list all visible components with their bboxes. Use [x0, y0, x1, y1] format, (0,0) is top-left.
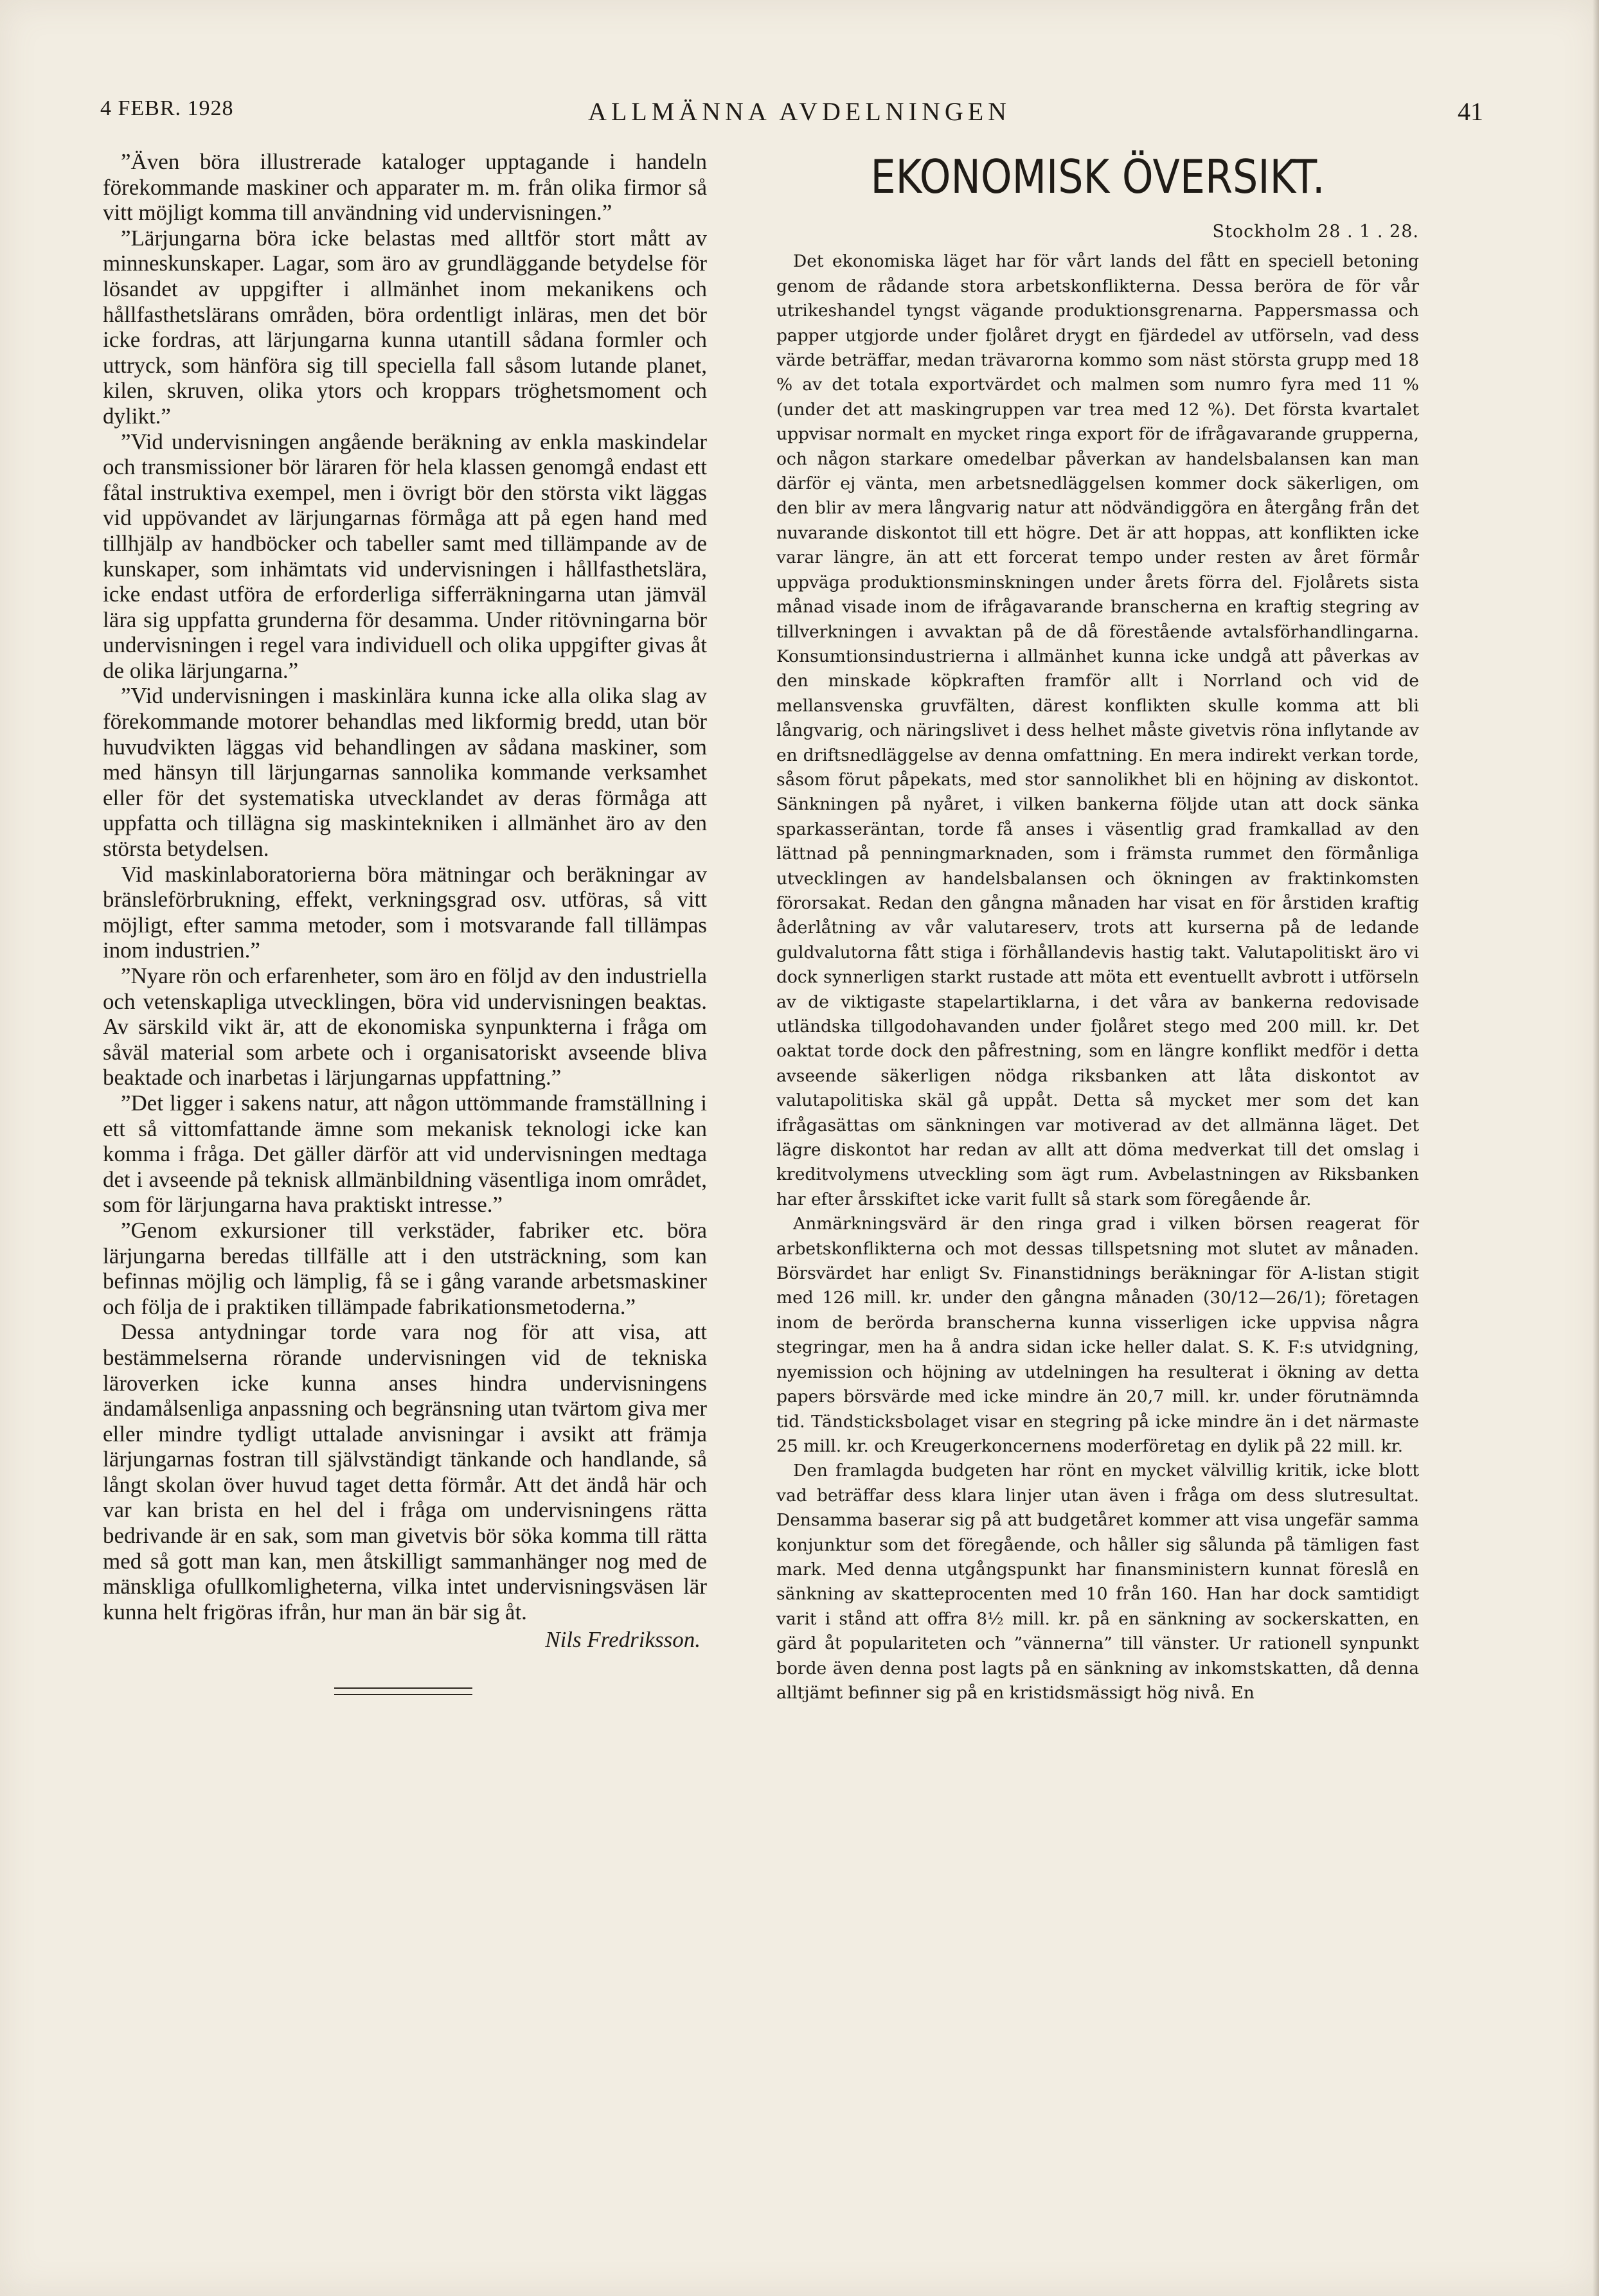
right-paragraph: Den framlagda budgeten har rönt en mycket välvillig kritik, icke blott vad beträffar dess klara linjer utan även i fråga om dess slutresultat. Densamma baserar sig på att budgetåret kommer att visa ungefär samma konjunktur som det föregående, och håller sig sålunda på tämligen fast mark. Med denna utgångspunkt har finansministern kunnat föreslå en sänkning av skatteprocenten med 10 från 160. Han har dock samtidigt varit i stånd att offra 8½ mill. kr. på en sänkning av sockerskatten, en gärd åt populariteten och ”vännerna” till vänster. Ur rationell synpunkt borde även denna post lagts på en sänkning av inkomstskatten, då denna alltjämt befinner sig på en kristidsmässigt hög nivå. En — [776, 1461, 1419, 1703]
left-column-article — [103, 149, 707, 1695]
right-paragraph: Det ekonomiska läget har för vårt lands del fått en speciell betoning genom de rådande stora arbetskonflikterna. Dessa beröra de för vår utrikeshandel tyngst vägande produktionsgrenarna. Pappersmassa och papper utgjorde under fjolåret drygt en fjärdedel av utförseln, vad dess värde beträffar, medan trävarorna kommo som näst största grupp med 18 % av det totala exportvärdet och malmen som numro fyra med 11 % (under det att maskingruppen var trea med 12 %). Det första kvartalet uppvisar normalt en mycket ringa export för de ifrågavarande grupperna, och någon starkare omedelbar påverkan av handelsbalansen kan man därför ej vänta, men arbetsnedläggelsen kommer dock säkerligen, om den blir av mera långvarig natur att nödvändiggöra en återgång från det nuvarande diskontot till ett högre. Det är att hoppas, att konflikten icke varar längre, än att ett forcerat tempo under resten av året förmår uppväga produktionsminskningen under årets förra del. Fjolårets sista månad visade inom de ifrågavarande branscherna en kraftig stegring av tillverkningen i avvaktan på de då förestående avtalsförhandlingarna. Konsumtionsindustrierna i allmänhet kunna icke undgå att påverkas av den minskade köpkraften framför allt i Norrland och vid de mellansvenska gruvfälten, därest konflikten skulle komma att bli långvarig, och näringslivet i dess helhet måste givetvis röna inflytande av en driftsnedläggelse av denna omfattning. En mera indirekt verkan torde, såsom förut påpekats, med stor sannolikhet bli en höjning av diskontot. Sänkningen på nyåret, i vilken bankerna följde utan att dock sänka sparkasseräntan, torde få anses i väsentlig grad framkallad av den lättnad på penningmarknaden, som i främsta rummet den förmånliga utvecklingen av handelsbalansen och ökningen av fraktinkomsten förorsakat. Redan den gångna månaden har visat en för årstiden kraftig åderlåtning av vår valutareserv, trots att kurserna på de ledande guldvalutorna fått stiga i förhållandevis hastig takt. Valutapolitiskt äro vi dock synnerligen starkt rustade att möta ett eventuellt avbrott i utförseln av de viktigaste stapelartiklarna, i det våra av bankerna redovisade utländska tillgodohavanden under fjolåret stego med 200 mill. kr. Det oaktat torde dock den påfrestning, som en längre konflikt medför i detta avseende säkerligen nödga riksbanken att låta diskontot av valutapolitiska skäl gå uppåt. Detta så mycket mer som det kan ifrågasättas om sänkningen var motiverad av det allmänna läget. Det lägre diskontot har redan av allt att döma medverkat till det omslag i kreditvolymens utveckling som ägt rum. Avbelastningen av Riksbanken har efter årsskiftet icke varit fullt så stark som föregående år. — [776, 251, 1419, 1209]
left-paragraph: ”Genom exkursioner till verkstäder, fabriker etc. böra lärjungarna beredas tillfälle att i den utsträckning, som kan befinnas möjlig och lämplig, få se i gång varande arbetsmaskiner och följa de i praktiken tillämpade fabrikationsmetoderna.” — [103, 1217, 707, 1319]
left-paragraph: ”Vid undervisningen i maskinlära kunna icke alla olika slag av förekommande motorer behandlas med likformig bredd, utan bör huvudvikten läggas vid behandlingen av sådana maskiner, som med hänsyn till lärjungarnas sannolika kommande verksamhet eller för det systematiska utvecklandet av deras förmåga att uppfatta och tillägna sig maskintekniken i allmänhet äro av den största betydelsen. — [103, 683, 707, 862]
left-paragraph: Vid maskinlaboratorierna böra mätningar och beräkningar av bränsleförbrukning, effekt, verkningsgrad osv. utföras, så vitt möjligt, efter samma metoder, som i motsvarande fall tillämpas inom industrien.” — [103, 861, 707, 963]
right-column-article — [776, 149, 1419, 1705]
header-date: 4 FEBR. 1928 — [100, 96, 234, 120]
left-paragraph: ”Även böra illustrerade kataloger upptagande i handeln förekommande maskiner och apparater m. m. från olika firmor så vitt möjligt komma till användning vid undervisningen.” — [103, 149, 707, 226]
author-signature: Nils Fredriksson. — [545, 1627, 701, 1653]
left-paragraph: ”Nyare rön och erfarenheter, som äro en följd av den industriella och vetenskapliga utvecklingen, böra vid undervisningen beaktas. Av särskild vikt är, att de ekonomiska synpunkterna i fråga om såväl material som arbete och i organisatoriskt avseende bliva beaktade och inarbetas i lärjungarnas uppfattning.” — [103, 963, 707, 1090]
left-paragraph: ”Vid undervisningen angående beräkning av enkla maskindelar och transmissioner bör läraren för hela klassen genomgå endast ett fåtal instruktiva exempel, men i övrigt bör den största vikt läggas vid uppövandet av lärjungarnas förmåga att på egen hand med tillhjälp av handböcker och tabeller samt med tillämpande av de kunskaper, som inhämtats vid undervisningen i hållfasthetslära, icke endast utföra de erforderliga sifferräkningarna utan jämväl lära sig uppfatta grunderna för desamma. Under ritövningarna bör undervisningen i regel vara individuell och olika uppgifter givas åt de olika lärjungarna.” — [103, 429, 707, 683]
left-paragraph: Dessa antydningar torde vara nog för att visa, att bestämmelserna rörande undervisningen vid de tekniska läroverken icke kunna anses hindra undervisningens ändamålsenliga anpassning och begränsning utan tvärtom giva mer eller mindre tydligt uttalade anvisningar i avsikt att främja lärjungarnas fostran till självständigt tänkande och handlande, så långt skolan över huvud taget detta förmår. Att det ändå här och var kan brista en hel del i fråga om undervisningens rätta bedrivande är en sak, som man givetvis bör söka komma till rätta med så gott man kan, men åtskilligt sammanhänger nog med de mänskliga ofullkomligheterna, vilka intet undervisningsväsen lär kunna helt frigöras ifrån, hur man än bär sig åt. — [103, 1319, 707, 1624]
page-edge-shadow — [1593, 0, 1599, 2296]
end-of-article-rule — [334, 1687, 472, 1695]
left-paragraph: ”Lärjungarna böra icke belastas med alltför stort mått av minneskunskaper. Lagar, som äro av grundläggande betydelse för lösandet av uppgifter i allmänhet inom mekanikens och hållfasthetslärans områden, böra ordentligt inläras, men det bör icke fordras, att lärjungarna kunna utantill sådana formler och uttryck, som hänföra sig till speciella fall såsom lutande planet, kilen, skruven, olika ytors och kroppars tröghetsmoment och dylikt.” — [103, 225, 707, 429]
header-section-title: ALLMÄNNA AVDELNINGEN — [587, 97, 1012, 126]
left-paragraph: ”Det ligger i sakens natur, att någon uttömmande framställning i ett så vittomfattande ämne som mekanisk teknologi icke kan komma i fråga. Det gäller därför att vid undervisningen medtaga det i avseende på teknisk allmänbildning väsentliga inom området, som för lärjungarna hava praktiskt intresse.” — [103, 1090, 707, 1218]
dateline: Stockholm 28 . 1 . 28. — [1212, 222, 1419, 242]
page-header — [96, 96, 1503, 135]
right-paragraph: Anmärkningsvärd är den ringa grad i vilken börsen reagerat för arbetskonflikterna och mot dessas tillspetsning mot slutet av månaden. Börsvärdet har enligt Sv. Finanstidnings beräkningar för A-listan stigit med 126 mill. kr. under den gångna månaden (30/12—26/1); företagen inom de berörda branscherna kunna visserligen icke uppvisa några stegringar, men ha å andra sidan icke heller dalat. S. K. F:s utvidgning, nyemission och höjning av utdelningen ha resulterat i ökning av detta papers börsvärde med icke mindre än 20,7 mill. kr. under förutnämnda tid. Tändsticksbolaget visar en stegring på icke mindre än i det närmaste 25 mill. kr. och Kreugerkoncernens moderföretag en dylik på 22 mill. kr. — [776, 1214, 1419, 1456]
page-number: 41 — [1458, 97, 1483, 126]
article-title: EKONOMISK ÖVERSIKT. — [870, 150, 1325, 204]
